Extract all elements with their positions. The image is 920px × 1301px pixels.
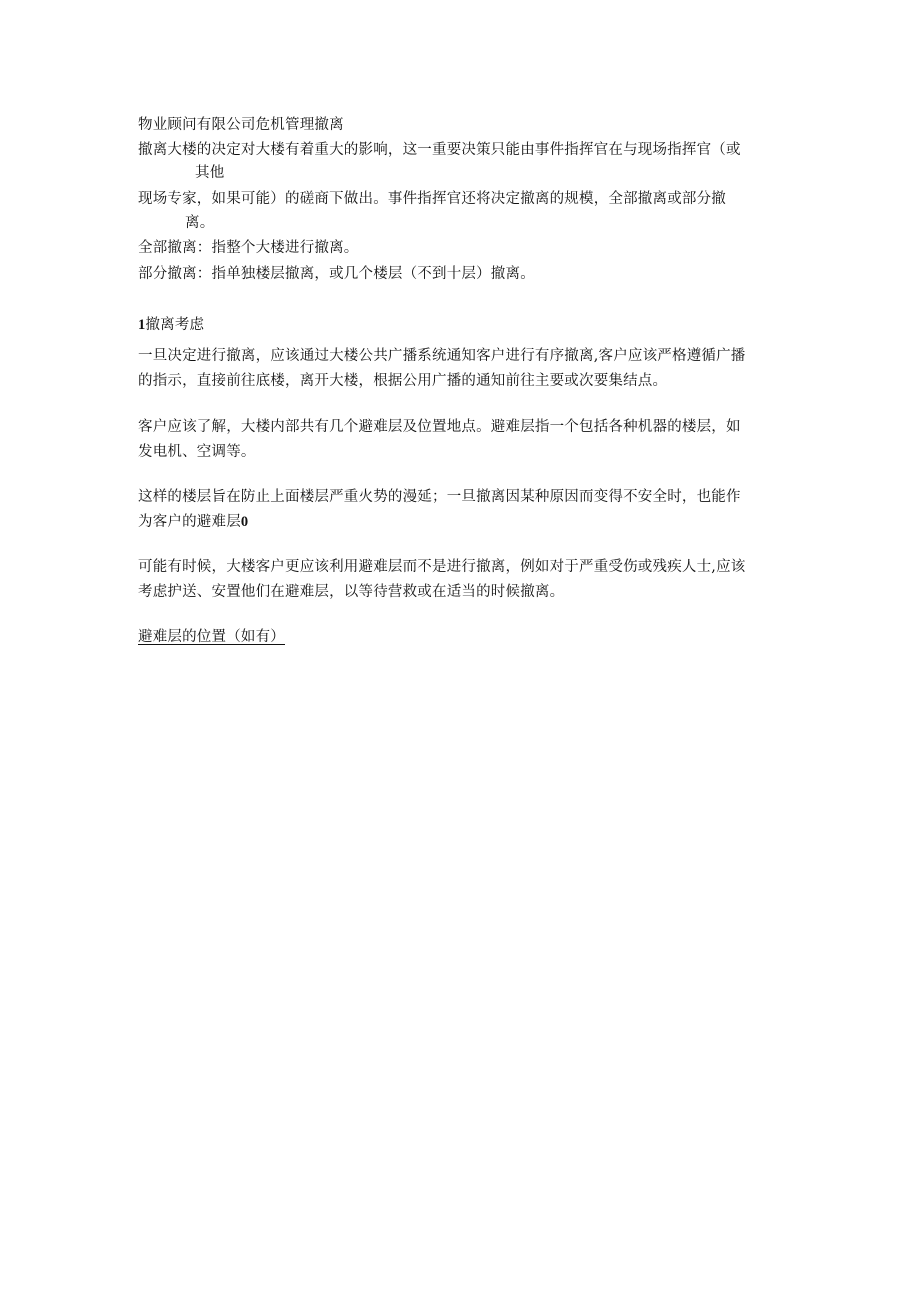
paragraph-3-tail-mark: 0 (240, 514, 249, 530)
intro-line-1-continuation: 其他 (195, 165, 225, 181)
intro-line-1: 撤离大楼的决定对大楼有着重大的影响，这一重要决策只能由事件指挥官在与现场指挥官（或 (138, 142, 741, 158)
paragraph-4-line-1: 可能有时候，大楼客户更应该利用避难层而不是进行撤离，例如对于严重受伤或残疾人士,应该 (138, 559, 746, 575)
full-evacuation-definition: 全部撤离：指整个大楼进行撤离。 (138, 240, 359, 256)
document-title: 物业顾问有限公司危机管理撤离 (138, 117, 344, 133)
paragraph-2-line-2: 发电机、空调等。 (138, 444, 256, 460)
section-title: 撤离考虑 (145, 317, 205, 333)
paragraph-4-line-2: 考虑护送、安置他们在避难层，以等待营救或在适当的时候撤离。 (138, 584, 565, 600)
paragraph-3-line-2-text: 为客户的避难层 (138, 514, 241, 530)
paragraph-3-line-1: 这样的楼层旨在防止上面楼层严重火势的漫延；一旦撤离因某种原因而变得不安全时，也能作 (138, 489, 741, 505)
refuge-floor-location-heading: 避难层的位置（如有） (138, 629, 285, 645)
intro-line-2-continuation: 离。 (185, 215, 215, 231)
section-heading (138, 315, 204, 335)
partial-evacuation-definition: 部分撤离：指单独楼层撤离，或几个楼层（不到十层）撤离。 (138, 266, 535, 282)
section-number: 1 (138, 317, 146, 333)
paragraph-1-line-1: 一旦决定进行撤离，应该通过大楼公共广播系统通知客户进行有序撤离,客户应该严格遵循广播 (138, 348, 746, 364)
paragraph-3-line-2 (138, 512, 248, 532)
intro-line-2: 现场专家，如果可能）的磋商下做出。事件指挥官还将决定撤离的规模，全部撤离或部分撤 (138, 191, 726, 207)
paragraph-2-line-1: 客户应该了解，大楼内部共有几个避难层及位置地点。避难层指一个包括各种机器的楼层，如 (138, 419, 741, 435)
paragraph-1-line-2: 的指示，直接前往底楼，离开大楼，根据公用广播的通知前往主要或次要集结点。 (138, 373, 668, 389)
